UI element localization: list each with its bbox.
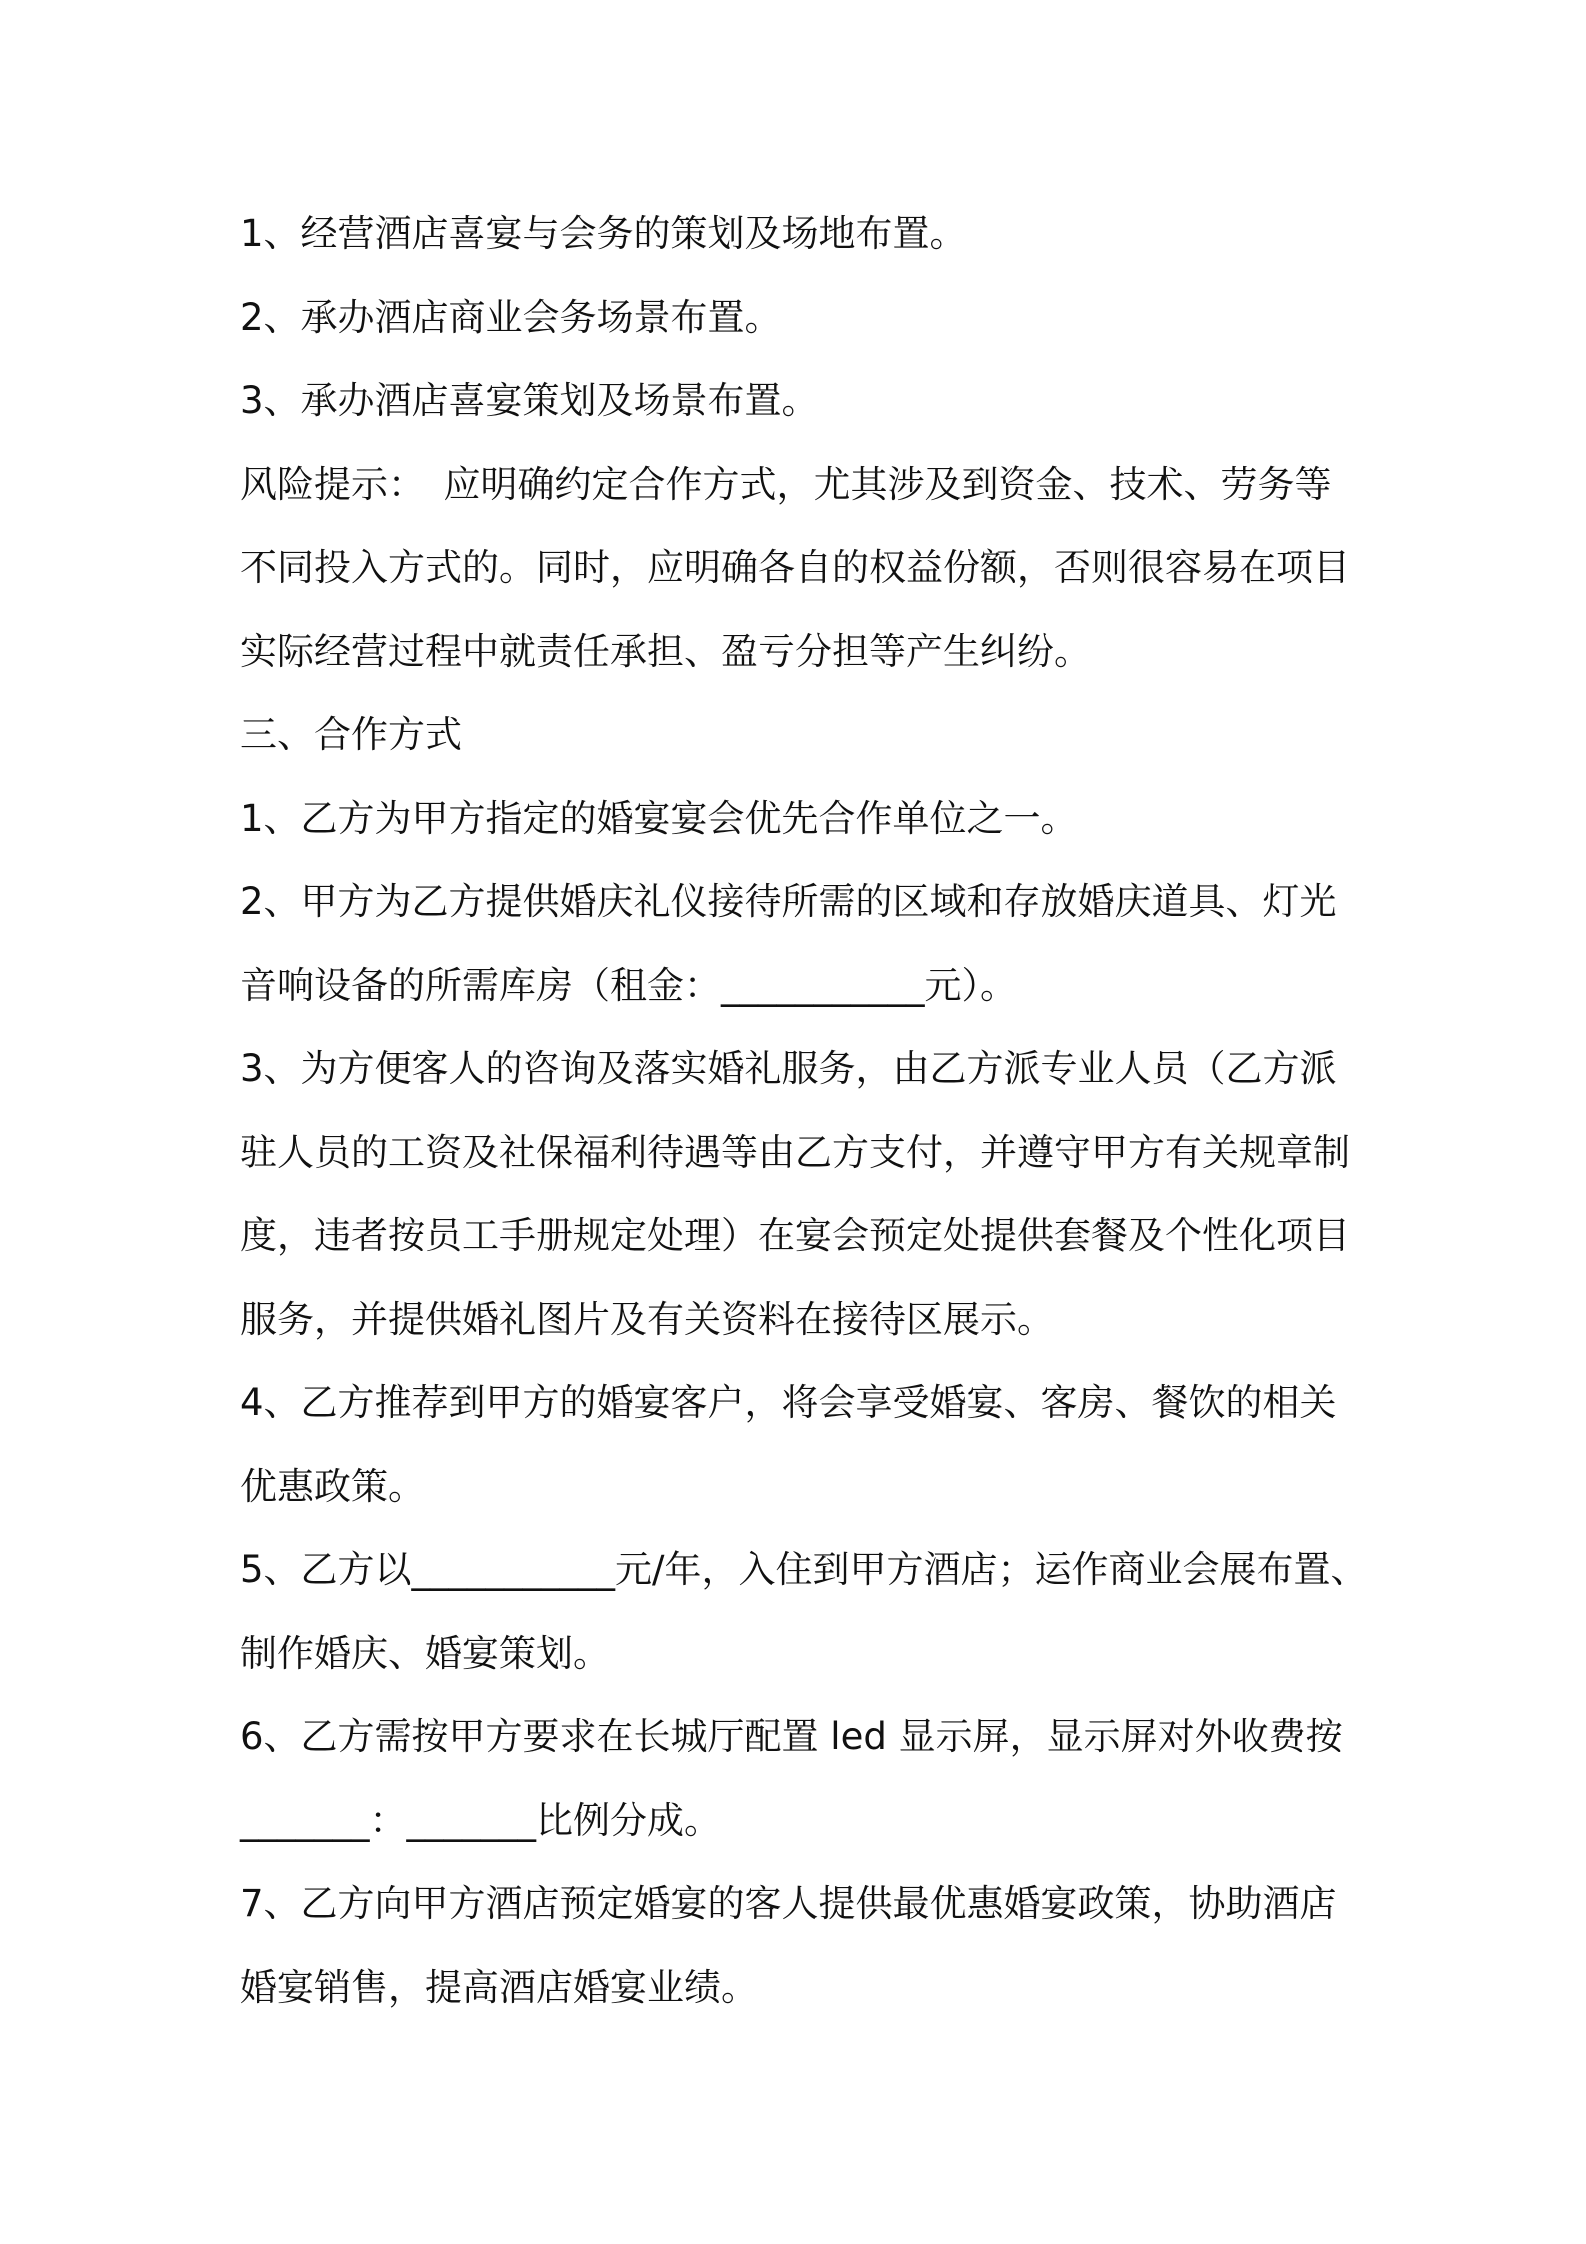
risk-notice-line-1: 风险提示： 应明确约定合作方式，尤其涉及到资金、技术、劳务等 [240,462,1332,506]
cooperation-clause-3-line-1: 3、为方便客人的咨询及落实婚礼服务，由乙方派专业人员（乙方派 [240,1047,1337,1090]
clause-2-text: 2、承办酒店商业会务场景布置。 [240,295,782,339]
risk-notice-line-2: 不同投入方式的。同时，应明确各自的权益份额，否则很容易在项目 [240,546,1350,589]
cooperation-clause-2-line-1: 2、甲方为乙方提供婚庆礼仪接待所需的区域和存放婚庆道具、灯光 [240,880,1337,923]
cooperation-clause-2-line-2: 音响设备的所需库房（租金：___________元）。 [240,963,1017,1007]
cooperation-clause-4-line-2: 优惠政策。 [240,1464,425,1508]
cooperation-clause-5-line-2: 制作婚庆、婚宴策划。 [240,1631,610,1675]
risk-notice-line-3: 实际经营过程中就责任承担、盈亏分担等产生纠纷。 [240,629,1091,673]
cooperation-clause-6-line-2: _______：_______比例分成。 [240,1798,721,1842]
cooperation-clause-3-line-3: 度，违者按员工手册规定处理）在宴会预定处提供套餐及个性化项目 [240,1214,1350,1257]
document-body [240,192,1380,2029]
cooperation-clause-7-line-1: 7、乙方向甲方酒店预定婚宴的客人提供最优惠婚宴政策，协助酒店 [240,1882,1337,1925]
cooperation-clause-1: 1、乙方为甲方指定的婚宴宴会优先合作单位之一。 [240,796,1078,840]
cooperation-clause-4-line-1: 4、乙方推荐到甲方的婚宴客户，将会享受婚宴、客房、餐饮的相关 [240,1381,1337,1424]
clause-3-text: 3、承办酒店喜宴策划及场景布置。 [240,379,819,422]
cooperation-clause-5-line-1: 5、乙方以___________元/年，入住到甲方酒店；运作商业会展布置、 [240,1548,1368,1591]
cooperation-clause-3-line-4: 服务，并提供婚礼图片及有关资料在接待区展示。 [240,1297,1054,1341]
section-heading-cooperation: 三、合作方式 [240,713,462,756]
cooperation-clause-6-line-1: 6、乙方需按甲方要求在长城厅配置 led 显示屏，显示屏对外收费按 [240,1715,1343,1758]
cooperation-clause-7-line-2: 婚宴销售，提高酒店婚宴业绩。 [240,1965,758,2009]
cooperation-clause-3-line-2: 驻人员的工资及社保福利待遇等由乙方支付，并遵守甲方有关规章制 [240,1130,1350,1174]
clause-1-text: 1、经营酒店喜宴与会务的策划及场地布置。 [240,212,967,255]
